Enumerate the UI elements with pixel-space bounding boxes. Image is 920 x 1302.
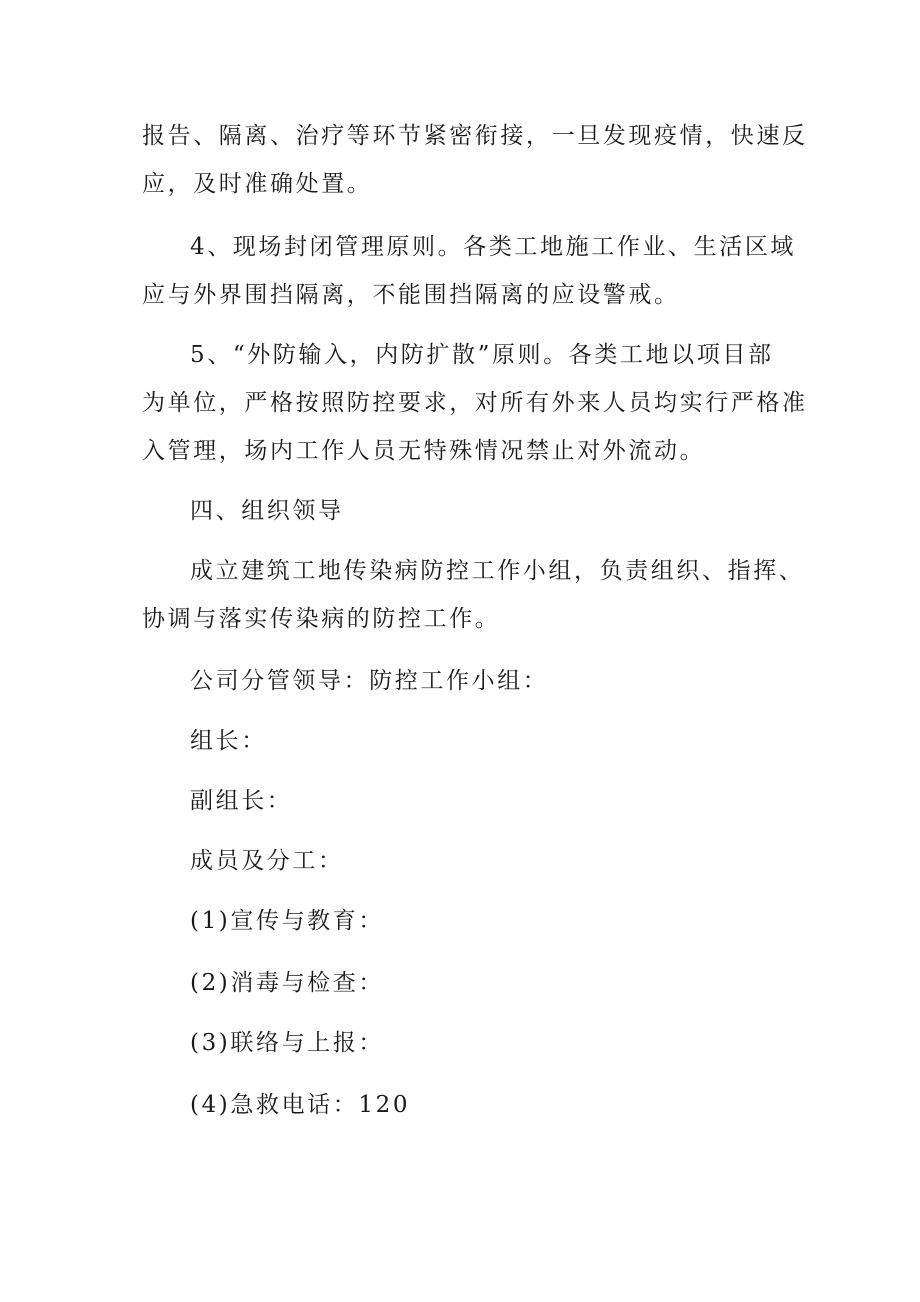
deputy-leader-line: 副组长： [190, 788, 293, 814]
duty-item-3: (3)联络与上报： [190, 1030, 384, 1056]
principle-5-line-2: 为单位，严格按照防控要求，对所有外来人员均实行严格准 [142, 390, 808, 416]
organization-paragraph-line-1: 成立建筑工地传染病防控工作小组，负责组织、指挥、 [190, 558, 805, 584]
principle-4-line-1: 4、现场封闭管理原则。各类工地施工作业、生活区域 [190, 234, 797, 260]
principle-5-line-3: 入管理，场内工作人员无特殊情况禁止对外流动。 [142, 438, 706, 464]
principle-4-line-2: 应与外界围挡隔离，不能围挡隔离的应设警戒。 [142, 282, 680, 308]
section-heading-organization: 四、组织领导 [190, 498, 344, 524]
duty-item-4: (4)急救电话：120 [190, 1092, 411, 1118]
members-line: 成员及分工： [190, 848, 344, 874]
leadership-line: 公司分管领导：防控工作小组： [190, 668, 549, 694]
team-leader-line: 组长： [190, 728, 267, 754]
duty-item-1: (1)宣传与教育： [190, 908, 384, 934]
principle-5-line-1: 5、“外防输入，内防扩散”原则。各类工地以项目部 [190, 342, 774, 368]
duty-item-2: (2)消毒与检查： [190, 970, 384, 996]
organization-paragraph-line-2: 协调与落实传染病的防控工作。 [142, 606, 501, 632]
paragraph-3-line-1: 报告、隔离、治疗等环节紧密衔接，一旦发现疫情，快速反 [142, 123, 808, 149]
paragraph-3-line-2: 应，及时准确处置。 [142, 171, 373, 197]
